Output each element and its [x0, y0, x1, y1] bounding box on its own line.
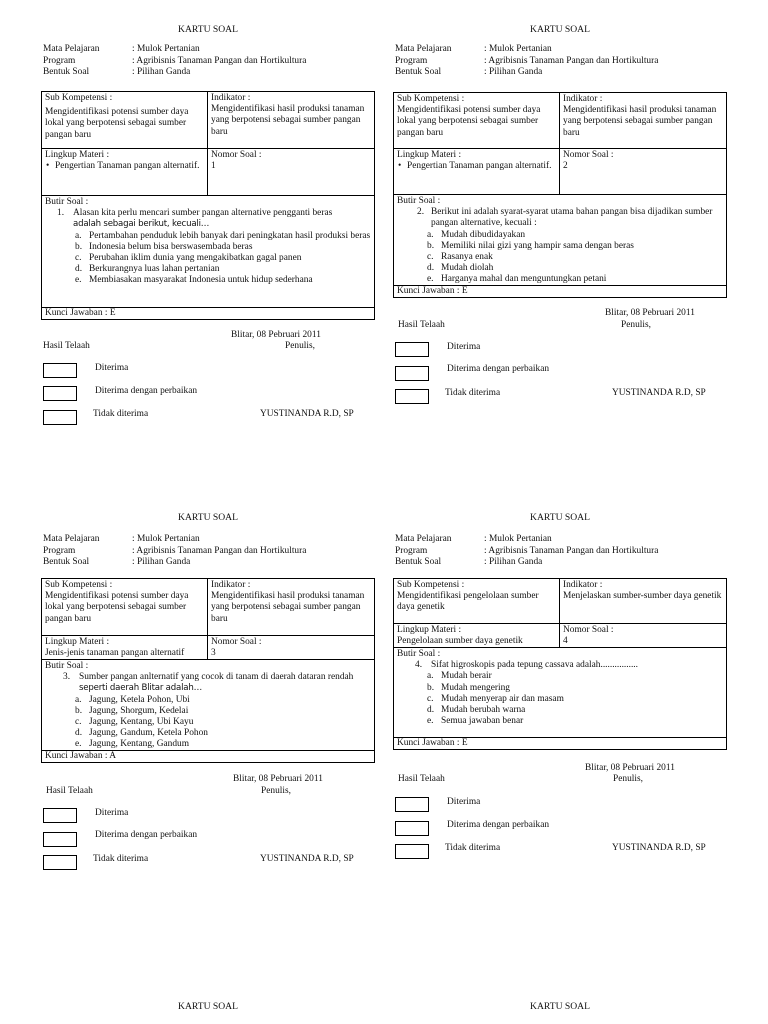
meta-label: Program [395, 545, 428, 556]
meta-value: : Mulok Pertanian [484, 44, 552, 54]
option-letter: c. [75, 253, 82, 264]
date-line: Blitar, 08 Pebruari 2011 [231, 330, 321, 340]
checkbox-tidak-diterima[interactable] [395, 844, 429, 859]
option-text: Jagung, Kentang, Gandum [89, 739, 189, 750]
checkbox-label: Diterima dengan perbaikan [447, 820, 550, 830]
meta-label: Bentuk Soal [43, 557, 90, 567]
option-letter: b. [75, 705, 83, 716]
lingkup-materi-label: Lingkup Materi : [397, 625, 462, 635]
checkbox-tidak-diterima[interactable] [43, 410, 77, 425]
option-letter: b. [427, 682, 435, 693]
lingkup-materi-label: Lingkup Materi : [45, 150, 110, 160]
option-letter: a. [427, 229, 434, 240]
meta-label: Bentuk Soal [395, 67, 442, 77]
checkbox-diterima-dengan-perbaikan[interactable] [43, 832, 77, 847]
question-number: 4. [415, 660, 423, 671]
checkbox-label: Diterima dengan perbaikan [447, 364, 550, 374]
butir-soal-cell [394, 648, 726, 738]
option-letter: c. [427, 252, 434, 263]
option-letter: c. [427, 693, 434, 704]
checkbox-label: Tidak diterima [445, 843, 501, 853]
option-text: Mudah berubah warna [441, 705, 526, 716]
butir-soal-cell [394, 195, 726, 286]
option-letter: a. [75, 694, 82, 705]
author-name: YUSTINANDA R.D, SP [260, 854, 354, 864]
card-meta [43, 534, 306, 569]
answer-option [45, 706, 371, 717]
date-line: Blitar, 08 Pebruari 2011 [585, 763, 675, 773]
answer-option [45, 231, 371, 242]
checkbox-diterima[interactable] [395, 342, 429, 357]
answer-option [397, 671, 723, 682]
indikator-label: Indikator : [211, 580, 251, 590]
checkbox-label: Diterima [95, 808, 129, 818]
lingkup-materi-text: • Pengertian Tanaman pangan alternatif. [45, 161, 204, 172]
option-letter: d. [75, 728, 83, 739]
meta-value: : Pilihan Ganda [132, 67, 191, 77]
option-text: Berkurangnya luas lahan pertanian [89, 264, 220, 275]
answer-option [397, 263, 723, 274]
checkbox-label: Tidak diterima [93, 854, 149, 864]
sub-kompetensi-text: Mengidentifikasi pengelolaan sumber daya genetik [397, 591, 539, 613]
soal-table [393, 92, 727, 298]
option-letter: a. [427, 671, 434, 682]
answer-option [45, 728, 371, 739]
meta-label: Program [395, 55, 428, 66]
card-title: KARTU SOAL [530, 24, 590, 35]
question-number: 1. [57, 208, 65, 219]
nomor-soal-label: Nomor Soal : [563, 625, 614, 635]
author-name: YUSTINANDA R.D, SP [612, 843, 706, 853]
sub-kompetensi-text: Mengidentifikasi potensi sumber daya lokal yang berpotensi sebagai sumber pangan baru [45, 107, 189, 140]
answer-option [45, 695, 371, 706]
checkbox-label: Diterima [95, 363, 129, 373]
checkbox-label: Tidak diterima [93, 409, 149, 419]
lingkup-materi-text: • Pengertian Tanaman pangan alternatif. [397, 161, 556, 172]
answer-options [397, 230, 723, 286]
kunci-jawaban: Kunci Jawaban : E [397, 286, 468, 296]
nomor-soal-value: 4 [563, 636, 568, 647]
sub-kompetensi-text: Mengidentifikasi potensi sumber daya lokal yang berpotensi sebagai sumber pangan baru [397, 105, 541, 138]
checkbox-diterima[interactable] [43, 808, 77, 823]
answer-option [397, 252, 723, 263]
nomor-soal-label: Nomor Soal : [211, 150, 262, 160]
nomor-soal-cell [560, 624, 726, 647]
butir-soal-label: Butir Soal : [45, 661, 89, 671]
penulis-label: Penulis, [613, 774, 643, 784]
card-title: KARTU SOAL [178, 24, 238, 35]
checkbox-label: Diterima dengan perbaikan [95, 830, 198, 840]
next-card-title-left: KARTU SOAL [178, 1001, 238, 1012]
question [397, 660, 723, 671]
answer-option [397, 705, 723, 716]
meta-label: Bentuk Soal [395, 557, 442, 567]
card-meta [43, 44, 306, 79]
option-text: Mudah diolah [441, 263, 494, 274]
date-line: Blitar, 08 Pebruari 2011 [605, 308, 695, 318]
answer-option [45, 264, 371, 275]
answer-option [45, 739, 371, 750]
checkbox-diterima[interactable] [395, 797, 429, 812]
option-letter: e. [75, 739, 82, 750]
butir-soal-label: Butir Soal : [45, 197, 89, 207]
penulis-label: Penulis, [261, 786, 291, 796]
question-text: Alasan kita perlu mencari sumber pangan alternative pengganti beras [73, 208, 333, 219]
option-letter: a. [75, 230, 82, 241]
checkbox-tidak-diterima[interactable] [43, 855, 77, 870]
lingkup-materi-label: Lingkup Materi : [45, 637, 110, 647]
lingkup-materi-cell [394, 149, 560, 194]
author-name: YUSTINANDA R.D, SP [612, 388, 706, 398]
sub-kompetensi-cell [42, 579, 208, 635]
meta-value: : Mulok Pertanian [132, 534, 200, 544]
nomor-soal-cell [560, 149, 726, 194]
question-handwritten-text: seperti daerah Blitar adalah… [79, 683, 202, 694]
hasil-telaah-label: Hasil Telaah [398, 774, 445, 784]
nomor-soal-cell [208, 149, 374, 195]
sub-kompetensi-cell [394, 579, 560, 623]
indikator-text: Menjelaskan sumber-sumber daya genetik [563, 591, 722, 602]
question-text: Sumber pangan anlternatif yang cocok di tanam di daerah dataran rendah [79, 672, 354, 683]
next-card-title-right: KARTU SOAL [530, 1001, 590, 1012]
indikator-cell [208, 579, 374, 635]
question [45, 672, 371, 694]
lingkup-materi-cell [42, 636, 208, 659]
answer-option [45, 253, 371, 264]
question-text: Berikut ini adalah syarat-syarat utama bahan pangan bisa dijadikan sumber pangan alternative, kecuali : [431, 207, 713, 229]
indikator-label: Indikator : [211, 93, 251, 103]
checkbox-diterima-dengan-perbaikan[interactable] [395, 821, 429, 836]
card-meta [395, 44, 658, 79]
option-letter: e. [427, 274, 434, 285]
answer-options [45, 231, 371, 287]
meta-label: Mata Pelajaran [43, 534, 100, 544]
date-line: Blitar, 08 Pebruari 2011 [233, 774, 323, 784]
question [397, 207, 723, 229]
indikator-cell [560, 579, 726, 623]
answer-option [45, 275, 371, 286]
indikator-cell [208, 92, 374, 148]
lingkup-materi-text: Pengelolaan sumber daya genetik [397, 636, 523, 647]
kunci-jawaban: Kunci Jawaban : A [45, 751, 117, 761]
option-text: Jagung, Gandum, Ketela Pohon [89, 728, 208, 739]
answer-option [397, 694, 723, 705]
sub-kompetensi-label: Sub Kompetensi : [397, 94, 465, 104]
checkbox-label: Tidak diterima [445, 388, 501, 398]
meta-label: Mata Pelajaran [395, 534, 452, 544]
option-letter: e. [75, 275, 82, 286]
meta-value: : Agribisnis Tanaman Pangan dan Hortikultura [132, 545, 307, 556]
meta-label: Mata Pelajaran [43, 44, 100, 54]
nomor-soal-value: 1 [211, 161, 216, 172]
option-letter: d. [75, 264, 83, 275]
lingkup-materi-text: Jenis-jenis tanaman pangan alternatif [45, 648, 185, 659]
checkbox-diterima[interactable] [43, 363, 77, 378]
answer-option [397, 683, 723, 694]
hasil-telaah-label: Hasil Telaah [43, 341, 90, 351]
indikator-text: Mengidentifikasi hasil produksi tanaman yang berpotensi sebagai sumber pangan baru [563, 105, 717, 138]
lingkup-materi-label: Lingkup Materi : [397, 150, 462, 160]
option-letter: d. [427, 705, 435, 716]
answer-option [397, 241, 723, 252]
option-text: Rasanya enak [441, 252, 493, 263]
meta-value: : Agribisnis Tanaman Pangan dan Hortikultura [484, 55, 659, 66]
question-handwritten-text: adalah sebagai berikut, kecuali… [73, 219, 210, 230]
lingkup-materi-cell [42, 149, 208, 195]
option-letter: e. [427, 716, 434, 727]
sub-kompetensi-cell [42, 92, 208, 148]
indikator-text: Mengidentifikasi hasil produksi tanaman yang berpotensi sebagai sumber pangan baru [211, 104, 365, 137]
meta-label: Program [43, 545, 76, 556]
checkbox-tidak-diterima[interactable] [395, 389, 429, 404]
meta-value: : Mulok Pertanian [132, 44, 200, 54]
indikator-text: Mengidentifikasi hasil produksi tanaman yang berpotensi sebagai sumber pangan baru [211, 591, 365, 624]
option-text: Pertambahan penduduk lebih banyak dari peningkatan hasil produksi beras [89, 230, 371, 241]
kunci-jawaban: Kunci Jawaban : E [45, 308, 116, 318]
checkbox-diterima-dengan-perbaikan[interactable] [395, 366, 429, 381]
option-text: Semua jawaban benar [441, 716, 524, 727]
author-name: YUSTINANDA R.D, SP [260, 409, 354, 419]
meta-value: : Pilihan Ganda [484, 557, 543, 567]
question-number: 3. [63, 672, 71, 683]
meta-value: : Pilihan Ganda [484, 67, 543, 77]
option-text: Perubahan iklim dunia yang mengakibatkan gagal panen [89, 253, 302, 264]
checkbox-diterima-dengan-perbaikan[interactable] [43, 386, 77, 401]
answer-options [45, 695, 371, 751]
butir-soal-cell [42, 660, 374, 751]
option-letter: b. [75, 241, 83, 252]
option-letter: b. [427, 240, 435, 251]
meta-label: Mata Pelajaran [395, 44, 452, 54]
indikator-label: Indikator : [563, 580, 603, 590]
meta-label: Program [43, 55, 76, 66]
butir-soal-label: Butir Soal : [397, 649, 441, 659]
option-letter: c. [75, 717, 82, 728]
lingkup-materi-cell [394, 624, 560, 647]
option-text: Mudah menyerap air dan masam [441, 693, 564, 704]
meta-value: : Pilihan Ganda [132, 557, 191, 567]
indikator-cell [560, 93, 726, 148]
meta-value: : Mulok Pertanian [484, 534, 552, 544]
option-text: Mudah mengering [441, 682, 510, 693]
sub-kompetensi-label: Sub Kompetensi : [45, 93, 113, 103]
answer-option [45, 717, 371, 728]
card-title: KARTU SOAL [530, 512, 590, 523]
option-text: Membiasakan masyarakat Indonesia untuk hidup sederhana [89, 275, 313, 286]
kunci-jawaban: Kunci Jawaban : E [397, 738, 468, 748]
question [45, 208, 371, 230]
hasil-telaah-label: Hasil Telaah [46, 786, 93, 796]
question-number: 2. [417, 207, 425, 218]
nomor-soal-value: 2 [563, 161, 568, 172]
meta-label: Bentuk Soal [43, 67, 90, 77]
option-text: Indonesia belum bisa berswasembada beras [89, 241, 253, 252]
soal-table [393, 578, 727, 750]
soal-table [41, 578, 375, 763]
option-text: Memiliki nilai gizi yang hampir sama dengan beras [441, 240, 634, 251]
nomor-soal-label: Nomor Soal : [211, 637, 262, 647]
nomor-soal-value: 3 [211, 648, 216, 659]
answer-options [397, 671, 723, 727]
checkbox-label: Diterima [447, 342, 481, 352]
answer-option [397, 230, 723, 241]
option-text: Mudah dibudidayakan [441, 229, 526, 240]
card-title: KARTU SOAL [178, 512, 238, 523]
penulis-label: Penulis, [285, 341, 315, 351]
meta-value: : Agribisnis Tanaman Pangan dan Hortikultura [484, 545, 659, 556]
sub-kompetensi-label: Sub Kompetensi : [45, 580, 113, 590]
soal-table [41, 91, 375, 320]
hasil-telaah-label: Hasil Telaah [398, 320, 445, 330]
answer-option [45, 242, 371, 253]
sub-kompetensi-text: Mengidentifikasi potensi sumber daya lokal yang berpotensi sebagai sumber pangan baru [45, 591, 189, 624]
answer-option [397, 716, 723, 727]
butir-soal-label: Butir Soal : [397, 196, 441, 206]
checkbox-label: Diterima [447, 797, 481, 807]
indikator-label: Indikator : [563, 94, 603, 104]
nomor-soal-cell [208, 636, 374, 659]
answer-option [397, 274, 723, 285]
option-text: Jagung, Shorgum, Kedelai [89, 705, 189, 716]
butir-soal-cell [42, 196, 374, 308]
option-text: Jagung, Kentang, Ubi Kayu [89, 717, 194, 728]
sub-kompetensi-cell [394, 93, 560, 148]
option-text: Harganya mahal dan menguntungkan petani [441, 274, 607, 285]
nomor-soal-label: Nomor Soal : [563, 150, 614, 160]
option-letter: d. [427, 263, 435, 274]
option-text: Jagung, Ketela Pohon, Ubi [89, 694, 190, 705]
option-text: Mudah berair [441, 671, 492, 682]
question-text: Sifat higroskopis pada tepung cassava adalah................ [431, 660, 638, 671]
card-meta [395, 534, 658, 569]
checkbox-label: Diterima dengan perbaikan [95, 386, 198, 396]
sub-kompetensi-label: Sub Kompetensi : [397, 580, 465, 590]
meta-value: : Agribisnis Tanaman Pangan dan Hortikultura [132, 55, 307, 66]
penulis-label: Penulis, [621, 320, 651, 330]
